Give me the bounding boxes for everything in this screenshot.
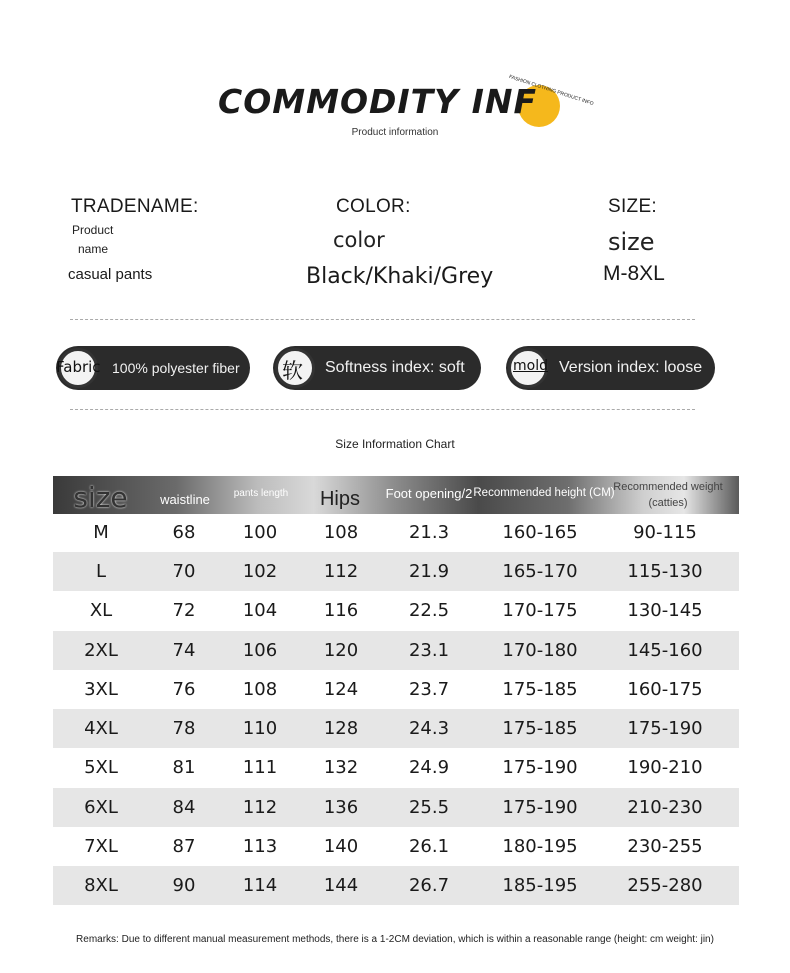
table-cell: 6XL: [84, 797, 118, 818]
fabric-text: 100% polyester fiber: [112, 360, 240, 376]
version-key: mold: [513, 358, 548, 374]
header-waistline: waistline: [160, 491, 210, 507]
table-cell: 84: [172, 797, 196, 818]
header-recommended-height: Recommended height (CM): [473, 487, 615, 499]
table-cell: 255-280: [627, 875, 703, 896]
softness-text: Softness index: soft: [325, 359, 465, 376]
table-cell: 185-195: [502, 875, 578, 896]
divider: [70, 319, 695, 320]
tradename-value: casual pants: [68, 266, 153, 283]
table-cell: 90-115: [633, 522, 697, 543]
table-cell: 25.5: [408, 797, 450, 818]
table-cell: 8XL: [84, 875, 118, 896]
table-row: [53, 709, 739, 748]
table-cell: 112: [323, 561, 359, 582]
header-hips: Hips: [319, 487, 360, 510]
table-cell: 106: [242, 640, 278, 661]
table-cell: 170-180: [502, 640, 578, 661]
size-sub: size: [608, 228, 655, 256]
table-cell: 210-230: [627, 797, 703, 818]
table-cell: 4XL: [84, 718, 118, 739]
size-value: M-8XL: [603, 262, 665, 285]
table-cell: 5XL: [84, 757, 118, 778]
tradename-sub2: name: [78, 242, 109, 256]
table-cell: 113: [242, 836, 278, 857]
table-cell: 116: [323, 600, 359, 621]
table-cell: 24.9: [408, 757, 450, 778]
table-cell: 7XL: [84, 836, 118, 857]
table-cell: 70: [172, 561, 196, 582]
table-cell: 2XL: [84, 640, 118, 661]
fabric-key: Fabric: [56, 358, 101, 376]
divider: [70, 409, 695, 410]
table-cell: 104: [242, 600, 278, 621]
table-cell: 145-160: [627, 640, 703, 661]
table-cell: M: [93, 522, 109, 543]
table-cell: XL: [89, 600, 113, 621]
table-cell: 111: [242, 757, 278, 778]
logo-ring-text: FASHION CLOTHING PRODUCT INFO: [508, 74, 595, 108]
header-foot-opening: Foot opening/2: [385, 485, 473, 501]
table-header: [53, 476, 739, 514]
tradename-label: TRADENAME:: [71, 196, 199, 217]
table-cell: 78: [172, 718, 196, 739]
table-cell: 175-185: [502, 718, 578, 739]
table-cell: 175-185: [502, 679, 578, 700]
size-label: SIZE:: [608, 196, 658, 217]
remarks: Remarks: Due to different manual measurement methods, there is a 1-2CM deviation, which is within a reasonable range (height: cm weight: jin): [76, 934, 714, 945]
table-cell: 100: [242, 522, 278, 543]
table-cell: L: [95, 561, 107, 582]
table-cell: 74: [172, 640, 196, 661]
table-cell: 170-175: [502, 600, 578, 621]
table-cell: 120: [323, 640, 359, 661]
version-pill: [506, 346, 715, 390]
table-cell: 90: [172, 875, 196, 896]
table-cell: 160-175: [627, 679, 703, 700]
table-row: [53, 552, 739, 591]
table-cell: 102: [242, 561, 278, 582]
color-label: COLOR:: [336, 196, 411, 217]
table-cell: 23.1: [408, 640, 450, 661]
header-pants-length: pants length: [233, 487, 289, 499]
table-cell: 21.9: [408, 561, 450, 582]
table-cell: 132: [323, 757, 359, 778]
fabric-pill: [56, 346, 250, 390]
table-cell: 136: [323, 797, 359, 818]
table-row: [53, 513, 739, 552]
version-text: Version index: loose: [559, 359, 703, 376]
page-subtitle: Product information: [351, 127, 439, 138]
table-row: [53, 827, 739, 866]
table-row: [53, 748, 739, 787]
table-cell: 26.1: [408, 836, 450, 857]
table-cell: 124: [323, 679, 359, 700]
table-cell: 165-170: [502, 561, 578, 582]
table-row: [53, 866, 739, 905]
table-cell: 21.3: [408, 522, 450, 543]
header-recommended-weight: Recommended weight (catties): [613, 481, 723, 509]
table-cell: 22.5: [408, 600, 450, 621]
table-row: [53, 670, 739, 709]
tradename-sub1: Product: [72, 223, 114, 237]
table-cell: 114: [242, 875, 278, 896]
header-size: size: [73, 481, 128, 514]
table-cell: 110: [242, 718, 278, 739]
table-cell: 175-190: [502, 757, 578, 778]
table-cell: 108: [242, 679, 278, 700]
table-cell: 81: [172, 757, 196, 778]
softness-pill: [273, 346, 481, 390]
table-cell: 87: [172, 836, 196, 857]
table-cell: 130-145: [627, 600, 703, 621]
table-cell: 68: [172, 522, 196, 543]
table-cell: 26.7: [408, 875, 450, 896]
table-row: [53, 631, 739, 670]
table-cell: 175-190: [502, 797, 578, 818]
table-cell: 180-195: [502, 836, 578, 857]
table-row: [53, 591, 739, 630]
color-sub: color: [333, 228, 385, 252]
table-cell: 144: [323, 875, 359, 896]
table-cell: 76: [172, 679, 196, 700]
table-cell: 190-210: [627, 757, 703, 778]
logo-text: COMMODITY INF: [218, 82, 538, 121]
table-cell: 230-255: [627, 836, 703, 857]
table-cell: 140: [323, 836, 359, 857]
table-cell: 128: [323, 718, 359, 739]
table-cell: 160-165: [502, 522, 578, 543]
logo: [218, 70, 595, 130]
softness-key: 软: [282, 359, 303, 383]
table-cell: 24.3: [408, 718, 450, 739]
table-cell: 112: [242, 797, 278, 818]
table-cell: 115-130: [627, 561, 703, 582]
color-value: Black/Khaki/Grey: [306, 264, 494, 289]
table-cell: 23.7: [408, 679, 450, 700]
table-cell: 72: [172, 600, 196, 621]
table-row: [53, 788, 739, 827]
table-cell: 175-190: [627, 718, 703, 739]
chart-title: Size Information Chart: [335, 437, 455, 451]
table-cell: 3XL: [84, 679, 118, 700]
table-cell: 108: [323, 522, 359, 543]
